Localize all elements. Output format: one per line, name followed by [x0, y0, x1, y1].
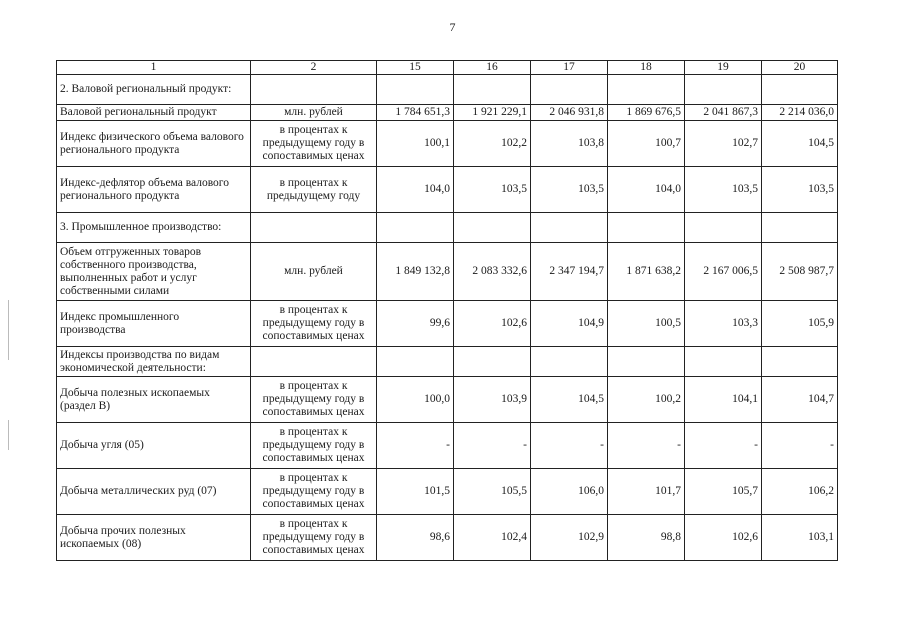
indicator-name: Добыча полезных ископаемых (раздел B) — [57, 377, 251, 423]
column-header: 17 — [531, 61, 608, 75]
value-cell: 103,8 — [531, 121, 608, 167]
unit-cell: в процентах к предыдущему году в сопоставимых ценах — [251, 423, 377, 469]
unit-cell: в процентах к предыдущему году — [251, 167, 377, 213]
value-cell: 103,9 — [454, 377, 531, 423]
value-cell: 2 167 006,5 — [685, 243, 762, 301]
value-cell: 100,5 — [608, 301, 685, 347]
value-cell — [377, 347, 454, 377]
unit-cell: в процентах к предыдущему году в сопоставимых ценах — [251, 377, 377, 423]
unit-cell: млн. рублей — [251, 105, 377, 121]
value-cell: 104,0 — [608, 167, 685, 213]
scan-margin-mark — [8, 300, 9, 360]
unit-cell: в процентах к предыдущему году в сопоставимых ценах — [251, 121, 377, 167]
table-header-row — [57, 61, 838, 75]
value-cell: 101,7 — [608, 469, 685, 515]
column-header: 18 — [608, 61, 685, 75]
section-row — [57, 347, 838, 377]
value-cell: 2 041 867,3 — [685, 105, 762, 121]
value-cell — [608, 347, 685, 377]
value-cell: - — [685, 423, 762, 469]
indicator-name: Добыча металлических руд (07) — [57, 469, 251, 515]
section-row — [57, 75, 838, 105]
table-row — [57, 243, 838, 301]
value-cell: - — [608, 423, 685, 469]
section-title: 3. Промышленное производство: — [57, 213, 251, 243]
value-cell — [762, 75, 838, 105]
value-cell: 100,2 — [608, 377, 685, 423]
value-cell: 99,6 — [377, 301, 454, 347]
column-header: 16 — [454, 61, 531, 75]
page-number: 7 — [449, 20, 456, 34]
value-cell: 103,5 — [762, 167, 838, 213]
value-cell: - — [762, 423, 838, 469]
value-cell: - — [377, 423, 454, 469]
table-row — [57, 301, 838, 347]
value-cell — [454, 75, 531, 105]
unit-cell — [251, 347, 377, 377]
unit-cell — [251, 213, 377, 243]
unit-cell: млн. рублей — [251, 243, 377, 301]
value-cell — [608, 213, 685, 243]
value-cell — [531, 213, 608, 243]
value-cell: 98,6 — [377, 515, 454, 561]
indicator-name: Индекс промышленного производства — [57, 301, 251, 347]
value-cell: 2 214 036,0 — [762, 105, 838, 121]
value-cell: 1 784 651,3 — [377, 105, 454, 121]
value-cell: 104,5 — [762, 121, 838, 167]
value-cell: 1 871 638,2 — [608, 243, 685, 301]
section-title: 2. Валовой региональный продукт: — [57, 75, 251, 105]
value-cell: - — [531, 423, 608, 469]
value-cell: 103,5 — [454, 167, 531, 213]
unit-cell: в процентах к предыдущему году в сопоставимых ценах — [251, 469, 377, 515]
column-header: 15 — [377, 61, 454, 75]
value-cell — [762, 347, 838, 377]
forecast-table — [56, 60, 838, 561]
table-row — [57, 423, 838, 469]
indicator-name: Индекс физического объема валового регионального продукта — [57, 121, 251, 167]
value-cell — [685, 75, 762, 105]
indicator-name: Добыча прочих полезных ископаемых (08) — [57, 515, 251, 561]
unit-cell — [251, 75, 377, 105]
value-cell: 104,1 — [685, 377, 762, 423]
section-title: Индексы производства по видам экономической деятельности: — [57, 347, 251, 377]
value-cell: 2 508 987,7 — [762, 243, 838, 301]
table-row — [57, 515, 838, 561]
section-row — [57, 213, 838, 243]
value-cell: 100,0 — [377, 377, 454, 423]
unit-cell: в процентах к предыдущему году в сопоставимых ценах — [251, 301, 377, 347]
value-cell — [377, 75, 454, 105]
scan-margin-mark — [8, 420, 9, 450]
value-cell: 98,8 — [608, 515, 685, 561]
value-cell: 106,2 — [762, 469, 838, 515]
value-cell: 1 849 132,8 — [377, 243, 454, 301]
column-header: 20 — [762, 61, 838, 75]
value-cell: 100,1 — [377, 121, 454, 167]
value-cell: 104,5 — [531, 377, 608, 423]
value-cell — [454, 213, 531, 243]
column-header: 1 — [57, 61, 251, 75]
value-cell: 103,5 — [685, 167, 762, 213]
value-cell: 2 046 931,8 — [531, 105, 608, 121]
value-cell: 103,3 — [685, 301, 762, 347]
table-row — [57, 105, 838, 121]
value-cell — [531, 347, 608, 377]
value-cell — [685, 213, 762, 243]
value-cell — [685, 347, 762, 377]
unit-cell: в процентах к предыдущему году в сопоставимых ценах — [251, 515, 377, 561]
value-cell — [608, 75, 685, 105]
value-cell: 104,0 — [377, 167, 454, 213]
value-cell: - — [454, 423, 531, 469]
value-cell — [454, 347, 531, 377]
indicator-name: Добыча угля (05) — [57, 423, 251, 469]
value-cell: 2 083 332,6 — [454, 243, 531, 301]
value-cell: 104,7 — [762, 377, 838, 423]
value-cell: 105,5 — [454, 469, 531, 515]
table-body — [57, 75, 838, 561]
value-cell: 104,9 — [531, 301, 608, 347]
value-cell: 2 347 194,7 — [531, 243, 608, 301]
value-cell — [377, 213, 454, 243]
value-cell: 103,1 — [762, 515, 838, 561]
table-row — [57, 469, 838, 515]
column-header: 19 — [685, 61, 762, 75]
value-cell: 102,6 — [454, 301, 531, 347]
value-cell: 102,9 — [531, 515, 608, 561]
indicator-name: Объем отгруженных товаров собственного производства, выполненных работ и услуг собственными силами — [57, 243, 251, 301]
value-cell: 101,5 — [377, 469, 454, 515]
value-cell: 100,7 — [608, 121, 685, 167]
value-cell: 105,7 — [685, 469, 762, 515]
value-cell — [762, 213, 838, 243]
value-cell: 102,4 — [454, 515, 531, 561]
value-cell: 105,9 — [762, 301, 838, 347]
value-cell: 1 869 676,5 — [608, 105, 685, 121]
indicator-name: Индекс-дефлятор объема валового регионального продукта — [57, 167, 251, 213]
value-cell — [531, 75, 608, 105]
table-row — [57, 377, 838, 423]
table-row — [57, 167, 838, 213]
value-cell: 103,5 — [531, 167, 608, 213]
indicator-name: Валовой региональный продукт — [57, 105, 251, 121]
value-cell: 102,2 — [454, 121, 531, 167]
value-cell: 1 921 229,1 — [454, 105, 531, 121]
table-row — [57, 121, 838, 167]
value-cell: 102,6 — [685, 515, 762, 561]
value-cell: 106,0 — [531, 469, 608, 515]
column-header: 2 — [251, 61, 377, 75]
value-cell: 102,7 — [685, 121, 762, 167]
